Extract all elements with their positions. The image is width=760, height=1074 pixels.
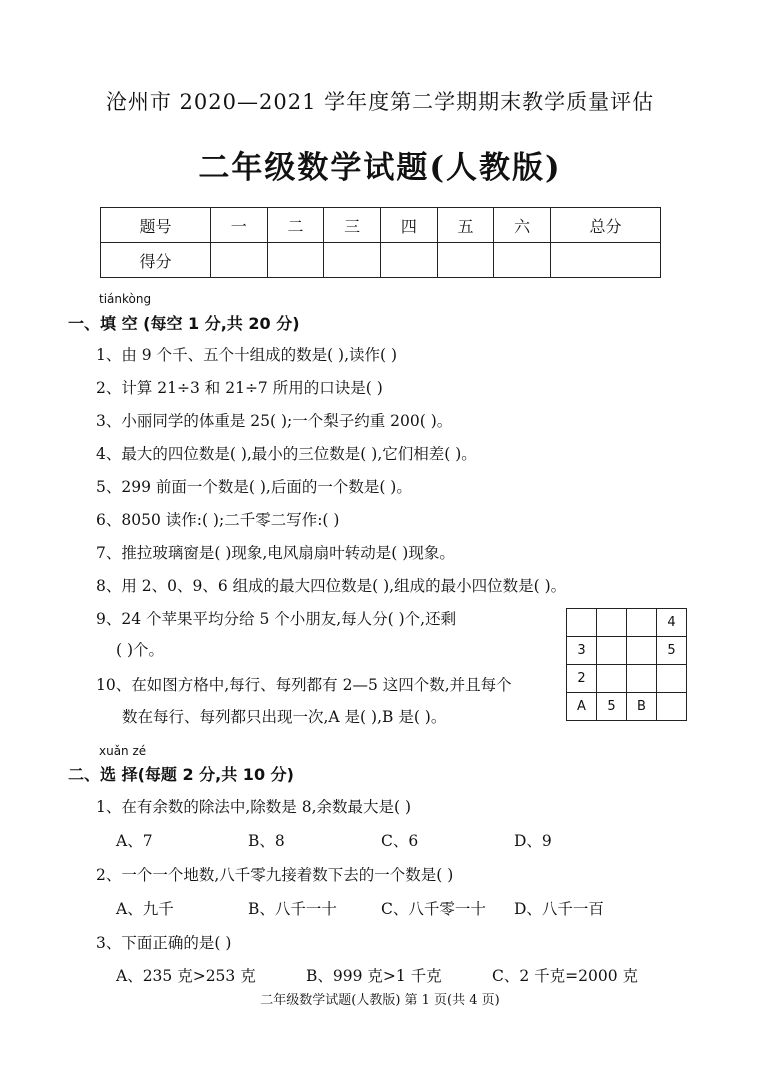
question-1-9: 9、24 个苹果平均分给 5 个小朋友,每人分( )个,还剩 [96,610,457,628]
grid-cell: A [567,693,597,721]
option-2-2-d[interactable]: D、八千一百 [514,900,604,918]
exam-title: 沧州市 2020—2021 学年度第二学期期末教学质量评估 [105,90,655,114]
section2-heading: 二、选 择(每题 2 分,共 10 分) [68,765,294,784]
grid-cell: 4 [657,609,687,637]
section1-heading: 一、填 空 (每空 1 分,共 20 分) [68,314,300,333]
score-table-score-row [101,243,661,278]
question-2-1: 1、在有余数的除法中,除数是 8,余数最大是( ) [96,798,412,816]
grid-cell [567,609,597,637]
question-1-3: 3、小丽同学的体重是 25( );一个梨子约重 200( )。 [96,412,453,430]
grid-cell: 3 [567,637,597,665]
score-table-cell: 二 [267,208,324,243]
option-2-2-a[interactable]: A、九千 [116,900,174,918]
grid-cell: 5 [657,637,687,665]
question-1-5: 5、299 前面一个数是( ),后面的一个数是( )。 [96,478,412,496]
section1-pinyin: tiánkòng [99,292,152,306]
grid-cell [597,665,627,693]
question-1-7: 7、推拉玻璃窗是( )现象,电风扇扇叶转动是( )现象。 [96,544,455,562]
option-2-2-c[interactable]: C、八千零一十 [381,900,486,918]
score-table-cell: 得分 [101,243,211,278]
score-input-cell[interactable] [380,243,437,278]
grid-row [567,637,687,665]
grid-cell [657,665,687,693]
grid-cell [597,609,627,637]
number-grid [566,608,687,721]
question-1-8: 8、用 2、0、9、6 组成的最大四位数是( ),组成的最小四位数是( )。 [96,577,567,595]
score-table [100,207,661,278]
question-1-10-cont: 数在每行、每列都只出现一次,A 是( ),B 是( )。 [122,708,447,726]
question-1-6: 6、8050 读作:( );二千零二写作:( ) [96,511,340,529]
score-table-cell: 一 [210,208,267,243]
grid-cell [657,693,687,721]
score-table-cell: 题号 [101,208,211,243]
score-table-cell: 四 [380,208,437,243]
score-table-cell: 六 [494,208,551,243]
exam-subtitle: 二年级数学试题(人教版) [198,150,562,186]
score-input-cell[interactable] [494,243,551,278]
score-table-header-row [101,208,661,243]
grid-cell [597,637,627,665]
grid-row [567,665,687,693]
grid-cell: B [627,693,657,721]
question-1-2: 2、计算 21÷3 和 21÷7 所用的口诀是( ) [96,379,383,397]
option-2-3-c[interactable]: C、2 千克=2000 克 [492,967,639,985]
grid-cell [627,609,657,637]
score-input-cell[interactable] [551,243,661,278]
grid-row [567,693,687,721]
score-input-cell[interactable] [210,243,267,278]
question-2-3: 3、下面正确的是( ) [96,934,232,952]
grid-cell: 2 [567,665,597,693]
option-2-1-a[interactable]: A、7 [116,832,153,850]
question-1-10: 10、在如图方格中,每行、每列都有 2—5 这四个数,并且每个 [96,676,512,694]
question-1-9-cont: ( )个。 [116,641,165,659]
option-2-1-c[interactable]: C、6 [381,832,419,850]
question-1-1: 1、由 9 个千、五个十组成的数是( ),读作( ) [96,346,398,364]
question-2-2: 2、一个一个地数,八千零九接着数下去的一个数是( ) [96,866,454,884]
score-input-cell[interactable] [267,243,324,278]
score-input-cell[interactable] [437,243,494,278]
option-2-1-d[interactable]: D、9 [514,832,552,850]
option-2-3-b[interactable]: B、999 克>1 千克 [306,967,442,985]
grid-cell: 5 [597,693,627,721]
section2-pinyin: xuǎn zé [99,744,147,758]
question-1-4: 4、最大的四位数是( ),最小的三位数是( ),它们相差( )。 [96,445,477,463]
option-2-2-b[interactable]: B、八千一十 [248,900,337,918]
grid-row [567,609,687,637]
score-table-cell: 总分 [551,208,661,243]
option-2-3-a[interactable]: A、235 克>253 克 [116,967,256,985]
score-table-cell: 三 [324,208,381,243]
page-footer: 二年级数学试题(人教版) 第 1 页(共 4 页) [260,993,500,1008]
score-table-cell: 五 [437,208,494,243]
score-input-cell[interactable] [324,243,381,278]
option-2-1-b[interactable]: B、8 [248,832,285,850]
grid-cell [627,665,657,693]
grid-cell [627,637,657,665]
